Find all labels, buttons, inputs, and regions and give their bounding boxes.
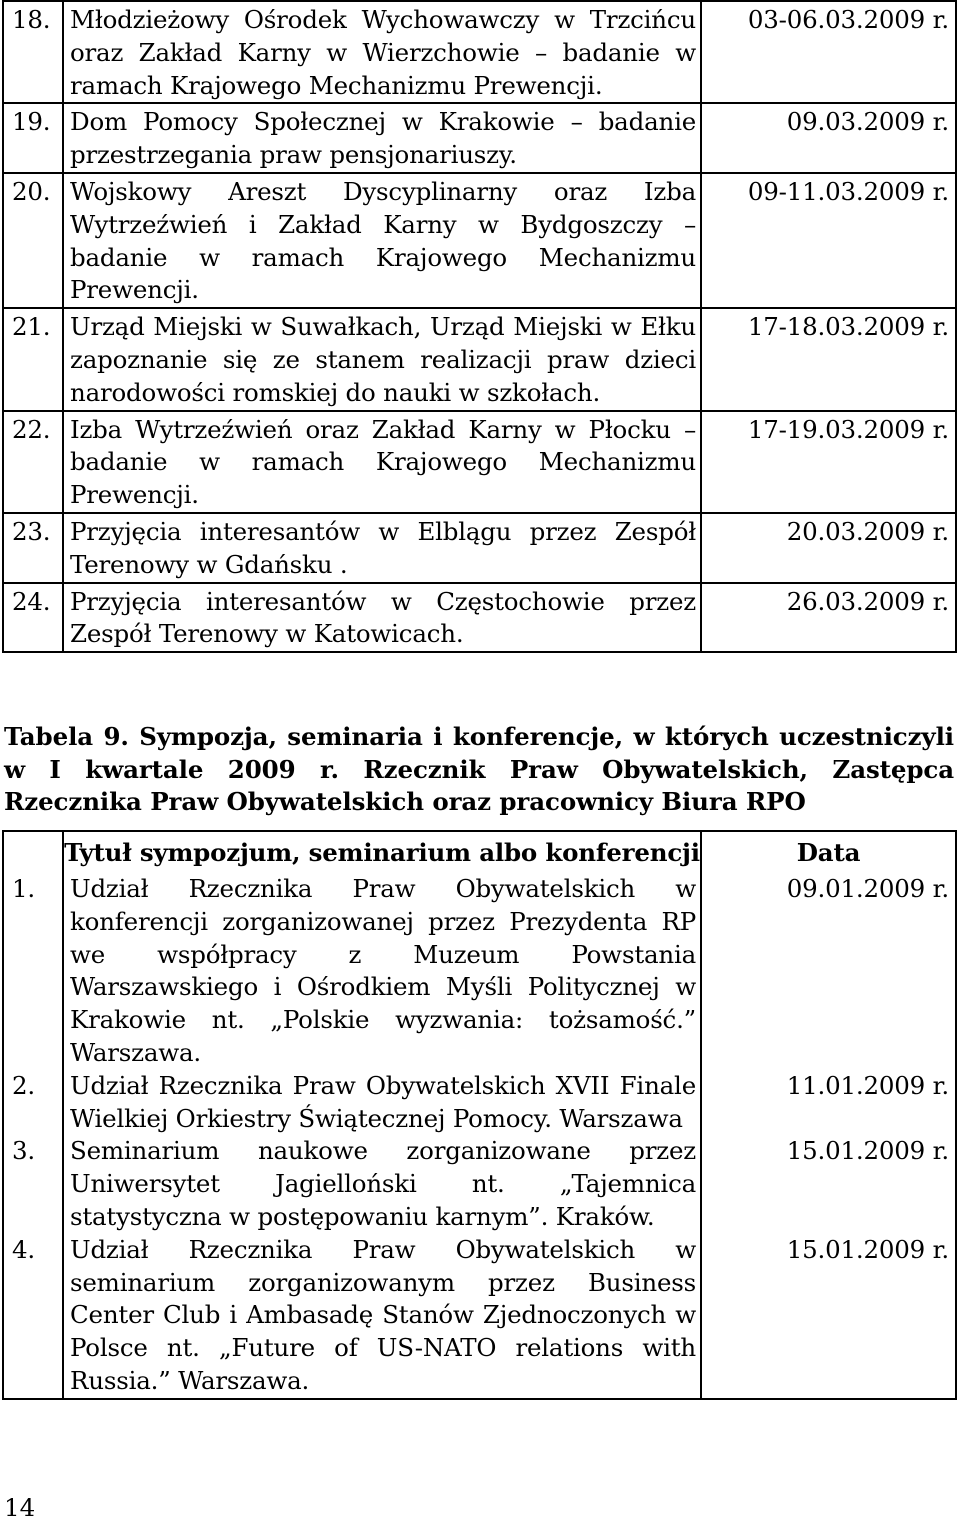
- row-number: 19.: [3, 103, 63, 173]
- header-date: Data: [701, 831, 956, 873]
- row-title: Urząd Miejski w Suwałkach, Urząd Miejski w Ełku zapoznanie się ze stanem realizacji praw dzieci narodowości romskiej do nauki w szkołach.: [63, 308, 701, 410]
- table-row: [3, 583, 956, 653]
- row-number: 3.: [3, 1135, 63, 1233]
- page-number: 14: [4, 1493, 36, 1522]
- row-date: 11.01.2009 r.: [701, 1070, 956, 1136]
- table-row: [3, 411, 956, 513]
- row-title: Seminarium naukowe zorganizowane przez Uniwersytet Jagielloński nt. „Tajemnica statystyczna w postępowaniu karnym”. Kraków.: [63, 1135, 701, 1233]
- table-row: [3, 1234, 956, 1399]
- row-title: Udział Rzecznika Praw Obywatelskich XVII Finale Wielkiej Orkiestry Świątecznej Pomocy. Warszawa: [63, 1070, 701, 1136]
- table-row: [3, 1070, 956, 1136]
- table-row: [3, 173, 956, 308]
- table-9: [2, 830, 957, 1400]
- row-date: 20.03.2009 r.: [701, 513, 956, 583]
- row-number: 24.: [3, 583, 63, 653]
- row-date: 03-06.03.2009 r.: [701, 1, 956, 103]
- row-number: 2.: [3, 1070, 63, 1136]
- table-row: [3, 513, 956, 583]
- row-date: 26.03.2009 r.: [701, 583, 956, 653]
- row-number: 22.: [3, 411, 63, 513]
- row-date: 09.01.2009 r.: [701, 873, 956, 1070]
- header-number: [3, 831, 63, 873]
- row-date: 15.01.2009 r.: [701, 1135, 956, 1233]
- row-number: 23.: [3, 513, 63, 583]
- table-row: [3, 873, 956, 1070]
- row-title: Izba Wytrzeźwień oraz Zakład Karny w Płocku – badanie w ramach Krajowego Mechanizmu Prewencji.: [63, 411, 701, 513]
- row-number: 18.: [3, 1, 63, 103]
- table-row: [3, 308, 956, 410]
- schedule-table-continuation: [2, 0, 957, 653]
- row-date: 09-11.03.2009 r.: [701, 173, 956, 308]
- row-number: 20.: [3, 173, 63, 308]
- row-date: 09.03.2009 r.: [701, 103, 956, 173]
- row-title: Udział Rzecznika Praw Obywatelskich w seminarium zorganizowanym przez Business Center Club i Ambasadę Stanów Zjednoczonych w Polsce nt. „Future of US-NATO relations with Russia.” Warszawa.: [63, 1234, 701, 1399]
- row-title: Przyjęcia interesantów w Częstochowie przez Zespół Terenowy w Katowicach.: [63, 583, 701, 653]
- row-date: 17-18.03.2009 r.: [701, 308, 956, 410]
- row-number: 4.: [3, 1234, 63, 1399]
- row-title: Udział Rzecznika Praw Obywatelskich w konferencji zorganizowanej przez Prezydenta RP we współpracy z Muzeum Powstania Warszawskiego i Ośrodkiem Myśli Politycznej w Krakowie nt. „Polskie wyzwania: tożsamość.” Warszawa.: [63, 873, 701, 1070]
- header-title: Tytuł sympozjum, seminarium albo konferencji: [63, 831, 701, 873]
- caption-label: Tabela 9.: [4, 722, 129, 751]
- table-row: [3, 1135, 956, 1233]
- row-date: 17-19.03.2009 r.: [701, 411, 956, 513]
- row-title: Dom Pomocy Społecznej w Krakowie – badanie przestrzegania praw pensjonariuszy.: [63, 103, 701, 173]
- row-title: Przyjęcia interesantów w Elblągu przez Zespół Terenowy w Gdańsku .: [63, 513, 701, 583]
- row-number: 1.: [3, 873, 63, 1070]
- table-row: [3, 103, 956, 173]
- table-header-row: [3, 831, 956, 873]
- caption-text: Sympozja, seminaria i konferencje, w których uczestniczyli w I kwartale 2009 r. Rzecznik Praw Obywatelskich, Zastępca Rzecznika Praw Obywatelskich oraz pracownicy Biura RPO: [4, 722, 954, 816]
- row-title: Młodzieżowy Ośrodek Wychowawczy w Trzcińcu oraz Zakład Karny w Wierzchowie – badanie w ramach Krajowego Mechanizmu Prewencji.: [63, 1, 701, 103]
- row-number: 21.: [3, 308, 63, 410]
- row-title: Wojskowy Areszt Dyscyplinarny oraz Izba Wytrzeźwień i Zakład Karny w Bydgoszczy – badanie w ramach Krajowego Mechanizmu Prewencji.: [63, 173, 701, 308]
- row-date: 15.01.2009 r.: [701, 1234, 956, 1399]
- table-row: [3, 1, 956, 103]
- table-caption: [4, 721, 954, 819]
